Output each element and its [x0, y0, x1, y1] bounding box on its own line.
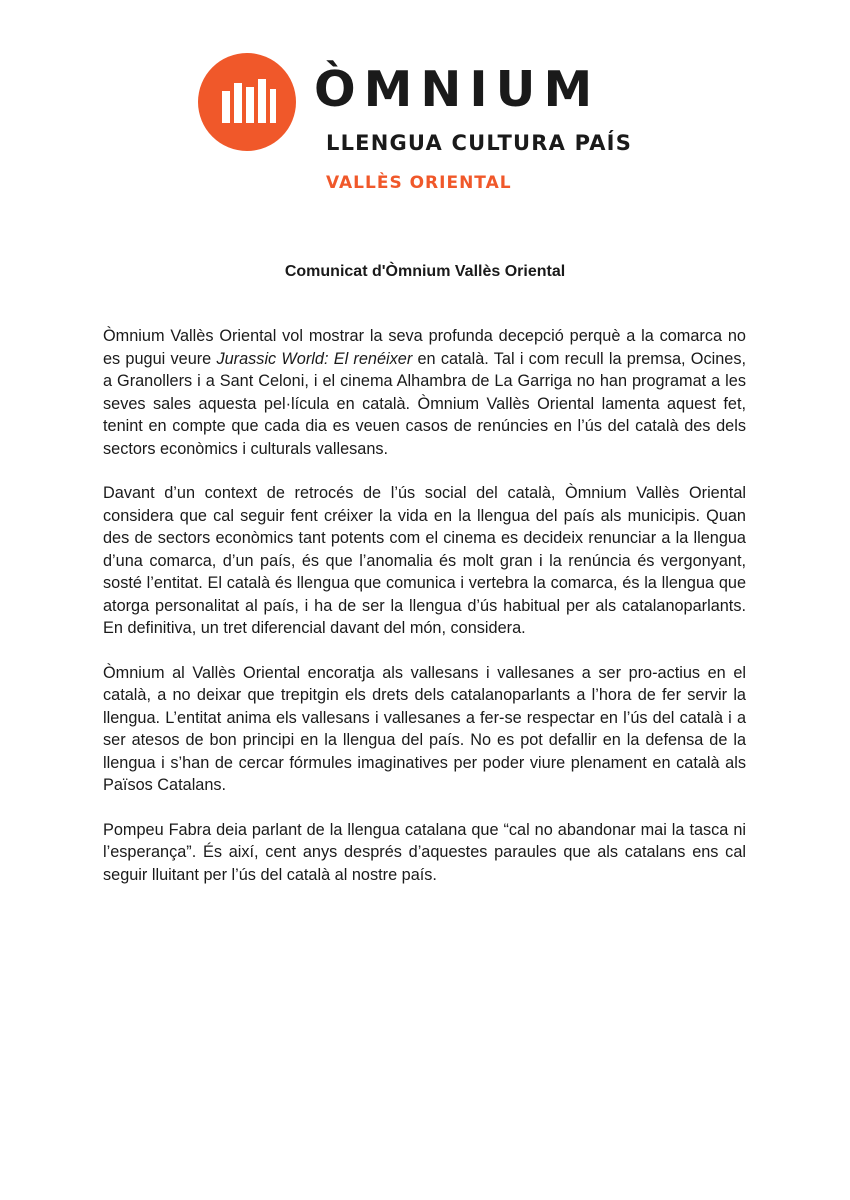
- omnium-logo-icon: [198, 53, 296, 151]
- document-body: [103, 325, 746, 908]
- paragraph-2: Davant d’un context de retrocés de l’ús social del català, Òmnium Vallès Oriental considera que cal seguir fent créixer la vida en la llengua del país als municipis. Quan des de sectors econòmics tant potents com el cinema es decideix renunciar a la llengua d’una comarca, d’un país, és que l’anomalia és molt gran i la renúncia és vergonyant, sosté l’entitat. El català és llengua que comunica i vertebra la comarca, és la llengua que atorga personalitat al país, i ha de ser la llengua d’ús habitual per als catalanoparlants. En definitiva, un tret diferencial davant del món, considera.: [103, 484, 746, 637]
- paragraph-3: Òmnium al Vallès Oriental encoratja als vallesans i vallesanes a ser pro-actius en el català, a no deixar que trepitgin els drets dels catalanoparlants a l’hora de fer servir la llengua. L’entitat anima els vallesans i vallesanes a fer-se respectar en l’ús del català i a ser atesos de bon principi en la llengua del país. No es pot defallir en la defensa de la llengua i s’han de cercar fórmules imaginatives per poder viure plenament en català als Països Catalans.: [103, 663, 746, 794]
- paragraph-1: [103, 325, 746, 460]
- brand-region: VALLÈS ORIENTAL: [326, 173, 512, 193]
- document-title: Comunicat d'Òmnium Vallès Oriental: [284, 263, 566, 280]
- letterhead: [0, 0, 850, 210]
- brand-name: ÒMNIUM: [314, 61, 601, 118]
- paragraph-1-end: en català. Tal i com recull la premsa, Ocines, a Granollers i a Sant Celoni, i el cinema Alhambra de La Garriga no han programat a les seves sales aquesta pel·lícula en català. Òmnium Vallès Oriental lamenta aquest fet, tenint en compte que cada dia es veuen casos de renúncies en l’ús del català des dels sectors econòmics i culturals vallesans.: [103, 349, 746, 458]
- film-title: Jurassic World: El renéixer: [216, 349, 413, 368]
- brand-tagline: LLENGUA CULTURA PAÍS: [326, 131, 633, 155]
- paragraph-4: Pompeu Fabra deia parlant de la llengua catalana que “cal no abandonar mai la tasca ni l’esperança”. És així, cent anys després d’aquestes paraules que als catalans ens cal seguir lluitant per l’ús del català al nostre país.: [103, 820, 746, 884]
- paragraph-1-start: Òmnium Vallès Oriental vol mostrar la seva profunda decepció perquè a la comarca no es pugui veure: [103, 327, 746, 368]
